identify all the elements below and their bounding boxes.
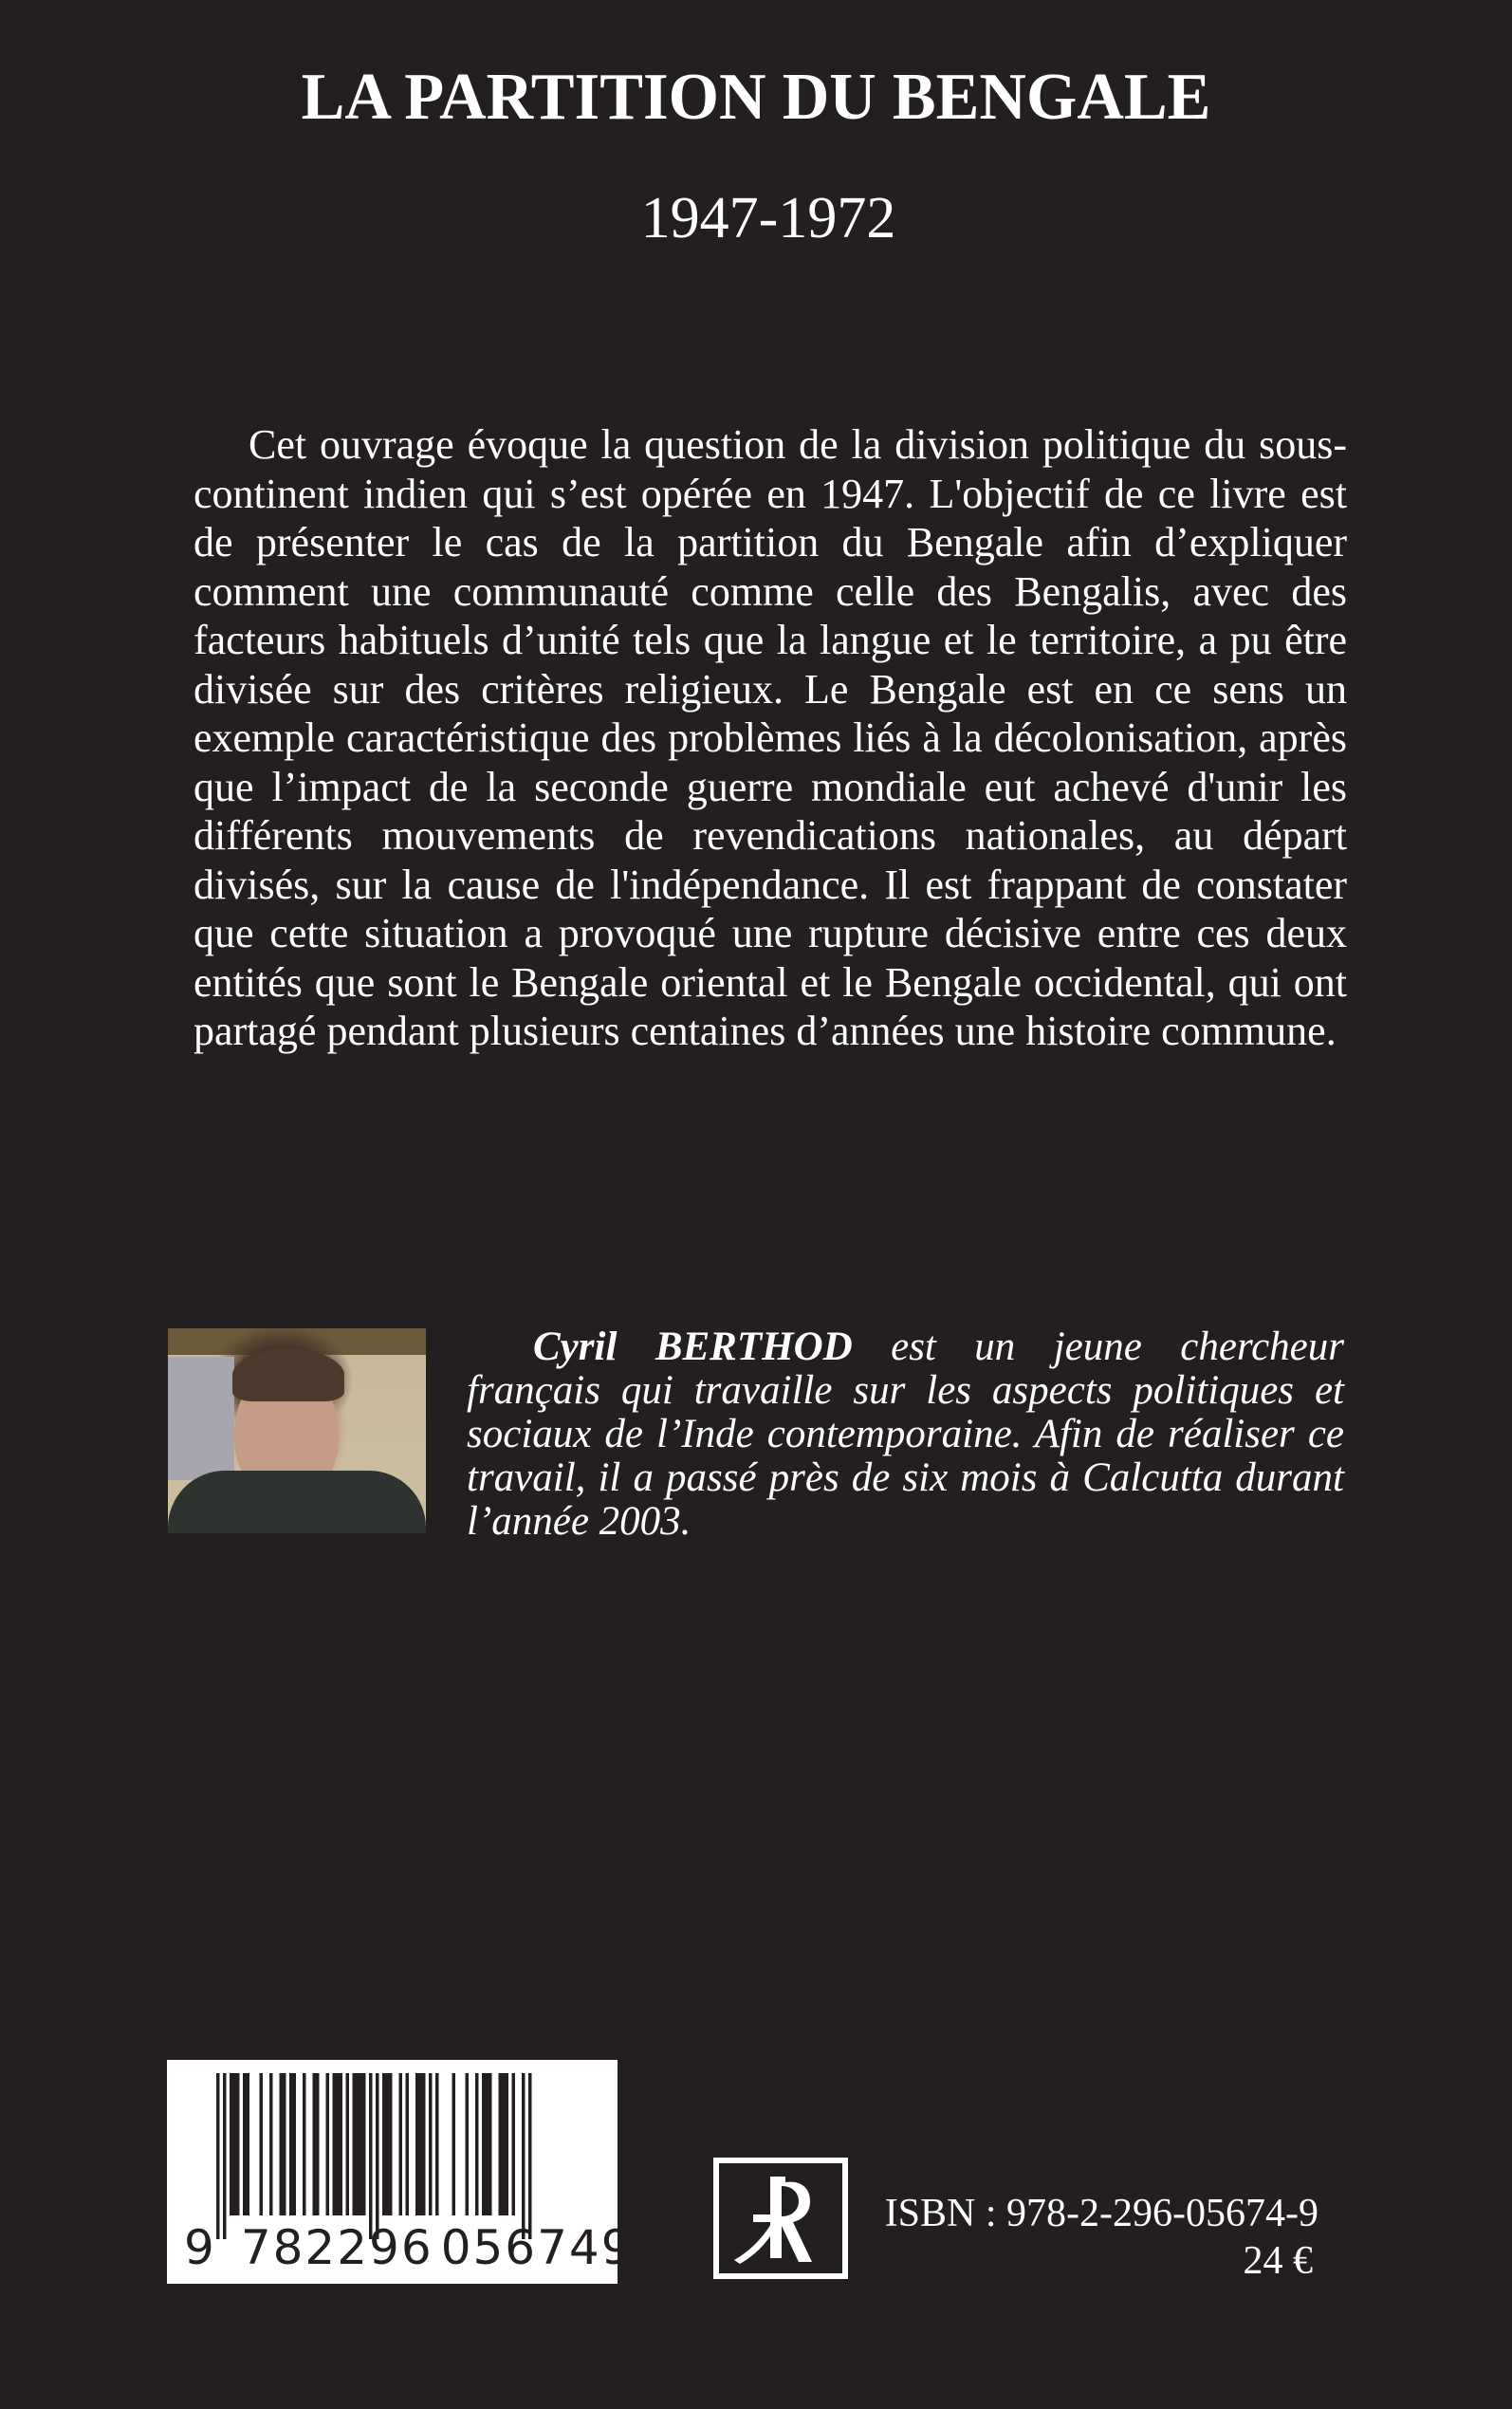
barcode-bar	[269, 2073, 273, 2215]
barcode-bar	[389, 2073, 393, 2215]
book-title: LA PARTITION DU BENGALE	[301, 61, 1211, 134]
barcode-guard-bar	[216, 2073, 220, 2239]
barcode-guard-bar	[223, 2073, 227, 2239]
barcode-bar	[280, 2073, 284, 2215]
barcode-bar	[466, 2073, 470, 2215]
barcode-bar	[247, 2073, 250, 2215]
barcode-bar	[260, 2073, 264, 2215]
book-summary: Cet ouvrage évoque la question de la division politique du sous-continent indien qui s’est opérée en 1947. L'objectif de ce livre est de présenter le cas de la partition du Bengale afin d’expliquer comment une communauté comme celle des Bengalis, avec des facteurs habituels d’unité tels que la langue et le territoire, a pu être divisée sur des critères religieux. Le Bengale est en ce sens un exemple caractéristique des problèmes liés à la décolonisation, après que l’impact de la seconde guerre mondiale eut achevé d'unir les différents mouvements de revendications nationales, au départ divisés, sur la cause de l'indépendance. Il est frappant de constater que cette situation a provoqué une rupture décisive entre ces deux entités que sont le Bengale oriental et le Bengale occidental, qui ont partagé pendant plusieurs centaines d’années une histoire commune.	[194, 421, 1347, 1054]
barcode-bar	[475, 2073, 479, 2215]
barcode-bar	[382, 2073, 386, 2215]
barcode-digits	[184, 2221, 634, 2274]
photo-background	[168, 1357, 234, 1480]
barcode-bar	[512, 2073, 516, 2215]
barcode-bar	[230, 2073, 233, 2215]
barcode-bar	[336, 2073, 340, 2215]
barcode-bar	[415, 2073, 419, 2215]
barcode-bar	[233, 2073, 237, 2215]
barcode-bar	[386, 2073, 390, 2215]
publisher-logo	[713, 2158, 848, 2279]
author-bio	[467, 1325, 1344, 1544]
barcode-bar	[316, 2073, 320, 2215]
barcode-bar	[499, 2073, 503, 2215]
barcode-bar	[303, 2073, 306, 2215]
barcode-bar	[236, 2073, 240, 2215]
barcode-bar	[353, 2073, 357, 2215]
barcode-guard-bar	[369, 2073, 373, 2239]
barcode-bar	[429, 2073, 433, 2215]
barcode-bar	[502, 2073, 506, 2215]
barcode-bar	[289, 2073, 293, 2215]
barcode-bar	[419, 2073, 423, 2215]
barcode-bar	[362, 2073, 366, 2215]
barcode-bar	[346, 2073, 350, 2215]
book-price: 24 €	[1243, 2239, 1313, 2283]
barcode-bar	[356, 2073, 360, 2215]
author-name: Cyril BERTHOD	[533, 1325, 853, 1369]
barcode-guard-bar	[528, 2073, 532, 2239]
barcode-first-digit: 9	[184, 2220, 216, 2275]
isbn-barcode	[167, 2060, 634, 2284]
author-bio-text: est un jeune chercheur français qui travaille sur les aspects politiques et sociaux de l’Inde contemporaine. Afin de réaliser ce travail, il a passé près de six mois à Calcutta durant l’année 2003.	[467, 1325, 1344, 1544]
barcode-bar	[399, 2073, 403, 2215]
photo-jacket	[168, 1471, 426, 1533]
barcode-left-group: 782296	[240, 2220, 433, 2275]
barcode-guard-bar	[376, 2073, 379, 2239]
book-subtitle-dates: 1947-1972	[640, 186, 896, 250]
barcode-bar	[422, 2073, 426, 2215]
barcode-bar	[333, 2073, 337, 2215]
barcode-bar	[313, 2073, 317, 2215]
barcode-bar	[506, 2073, 509, 2215]
barcode-bar	[340, 2073, 343, 2215]
isbn-number: ISBN : 978-2-296-05674-9	[884, 2192, 1318, 2235]
barcode-bar	[326, 2073, 330, 2215]
barcode-bar	[293, 2073, 297, 2215]
barcode-bar	[360, 2073, 363, 2215]
barcode-bar	[486, 2073, 489, 2215]
barcode-bar	[283, 2073, 286, 2215]
barcode-guard-bar	[522, 2073, 526, 2239]
publisher-logo-icon	[719, 2163, 842, 2273]
barcode-bar	[243, 2073, 247, 2215]
barcode-bar	[452, 2073, 456, 2215]
barcode-bar	[482, 2073, 486, 2215]
author-photo	[168, 1328, 426, 1533]
barcode-bar	[435, 2073, 439, 2215]
barcode-right-group: 056749	[440, 2220, 634, 2275]
photo-hair	[232, 1349, 344, 1401]
barcode-bar	[406, 2073, 410, 2215]
barcode-bar	[489, 2073, 492, 2215]
